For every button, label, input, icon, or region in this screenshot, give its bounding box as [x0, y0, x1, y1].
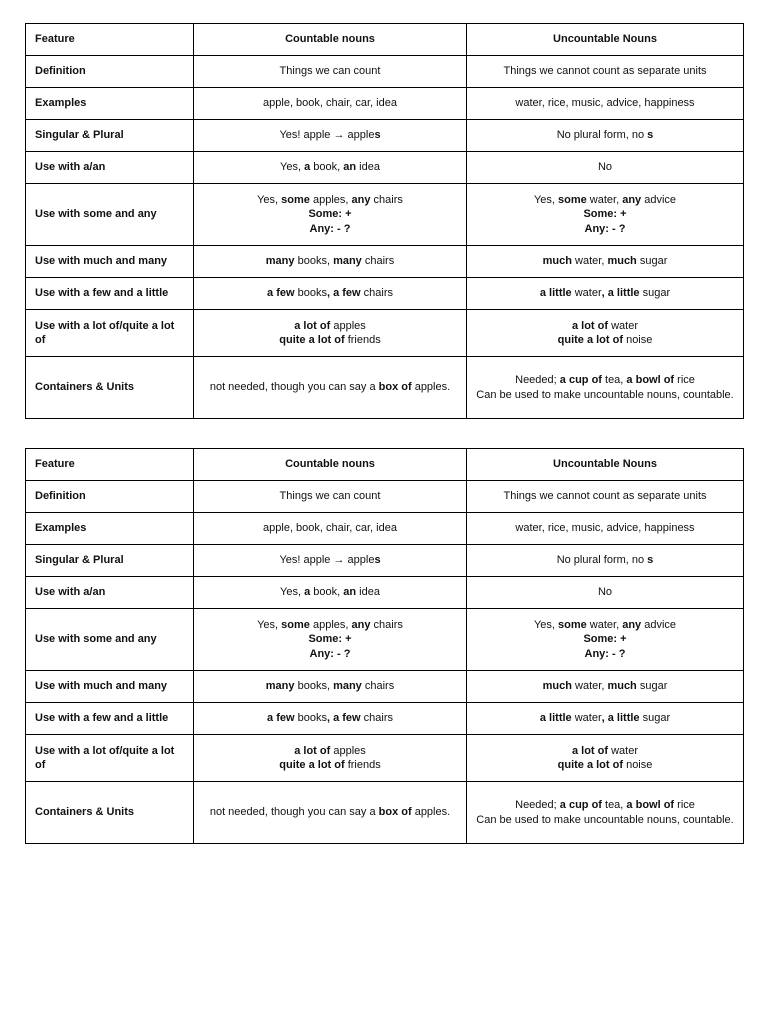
bold-text: s: [647, 129, 654, 142]
countable-cell: [194, 246, 467, 278]
uncountable-cell: [467, 609, 744, 671]
text: apples,: [309, 618, 352, 631]
cell-line: [476, 193, 734, 208]
cell-line: [203, 618, 457, 633]
bold-text: much: [542, 255, 572, 268]
uncountable-cell: [467, 278, 744, 310]
cell-line: [203, 319, 457, 334]
text: friends: [344, 334, 381, 346]
text: books: [294, 287, 327, 300]
cell-line: [476, 319, 734, 334]
bold-text: s: [374, 129, 381, 142]
text: water,: [571, 680, 608, 693]
bold-text: an: [343, 586, 357, 599]
cell-line: [203, 647, 457, 662]
bold-text: a little: [539, 712, 572, 725]
text: water: [608, 744, 639, 757]
countable-cell: [194, 88, 467, 120]
cell-line: [476, 647, 734, 662]
cell-line: [203, 64, 457, 79]
text: noise: [623, 759, 653, 771]
bold-text: s: [647, 554, 654, 567]
text: chairs: [360, 712, 393, 725]
bold-text: a few: [267, 712, 295, 725]
table-row: [26, 120, 744, 152]
text: Yes,: [533, 618, 558, 631]
bold-text: Some: +: [583, 633, 627, 646]
text: Can be used to make uncountable nouns, countable.: [476, 813, 734, 826]
uncountable-cell: [467, 246, 744, 278]
countable-cell: [194, 609, 467, 671]
table-row: [26, 152, 744, 184]
text: Yes,: [533, 193, 558, 206]
feature-cell: Use with a lot of/quite a lot of: [26, 310, 194, 357]
countable-cell: [194, 703, 467, 735]
bold-text: many: [265, 680, 295, 693]
text: Needed;: [515, 374, 560, 386]
bold-text: Any: - ?: [584, 647, 626, 660]
text: water: [608, 319, 639, 332]
text: books,: [294, 680, 334, 693]
bold-text: some: [558, 193, 587, 206]
table-row: [26, 481, 744, 513]
text: rice: [674, 374, 695, 386]
table-row: [26, 609, 744, 671]
countable-cell: [194, 310, 467, 357]
cell-line: [476, 128, 734, 143]
cell-line: [476, 744, 734, 759]
uncountable-cell: [467, 481, 744, 513]
cell-line: [476, 711, 734, 726]
table-header-row: [26, 24, 744, 56]
text: not needed, though you can say a: [209, 381, 379, 394]
cell-line: [203, 286, 457, 301]
bold-text: , a little: [601, 287, 640, 300]
table-row: [26, 671, 744, 703]
bold-text: quite a lot of: [279, 759, 345, 771]
table-body: [26, 449, 744, 844]
text: Yes! apple → apple: [279, 554, 375, 567]
text: apples,: [309, 193, 352, 206]
text: No: [597, 586, 613, 599]
countable-cell: [194, 481, 467, 513]
uncountable-cell: [467, 735, 744, 782]
bold-text: some: [281, 193, 310, 206]
text: Yes,: [257, 193, 282, 206]
text: water,: [586, 618, 623, 631]
cell-line: [203, 805, 457, 820]
cell-line: [203, 758, 457, 773]
text: friends: [344, 759, 381, 771]
text: Things we cannot count as separate units: [503, 490, 707, 503]
countable-cell: [194, 671, 467, 703]
header-uncountable: Uncountable Nouns: [467, 449, 744, 481]
text: Yes! apple → apple: [279, 129, 375, 142]
feature-cell: Definition: [26, 481, 194, 513]
bold-text: many: [265, 255, 295, 268]
bold-text: much: [607, 680, 637, 693]
bold-text: Any: - ?: [309, 222, 351, 235]
text: apple, book, chair, car, idea: [263, 97, 397, 110]
bold-text: any: [351, 193, 371, 206]
feature-cell: Examples: [26, 88, 194, 120]
table-body: [26, 24, 744, 419]
countable-cell: [194, 357, 467, 419]
cell-line: [476, 373, 734, 388]
text: book,: [310, 586, 344, 599]
header-countable: Countable nouns: [194, 24, 467, 56]
text: apple, book, chair, car, idea: [263, 522, 397, 535]
header-feature: Feature: [26, 24, 194, 56]
uncountable-cell: [467, 703, 744, 735]
cell-line: [203, 222, 457, 237]
bold-text: , a few: [326, 287, 361, 300]
cell-line: [476, 254, 734, 269]
cell-line: [203, 711, 457, 726]
bold-text: box of: [378, 806, 412, 819]
text: Yes,: [280, 161, 305, 174]
text: rice: [674, 799, 695, 811]
cell-line: [203, 128, 457, 143]
cell-line: [476, 758, 734, 773]
text: advice: [641, 193, 677, 206]
text: sugar: [639, 712, 671, 725]
bold-text: a: [304, 586, 311, 599]
uncountable-cell: [467, 357, 744, 419]
text: books,: [294, 255, 334, 268]
table-row: [26, 184, 744, 246]
cell-line: [476, 64, 734, 79]
text: apples: [330, 319, 366, 332]
bold-text: s: [374, 554, 381, 567]
bold-text: quite a lot of: [557, 334, 624, 346]
text: apples: [330, 744, 366, 757]
cell-line: [203, 679, 457, 694]
bold-text: a few: [267, 287, 295, 300]
uncountable-cell: [467, 152, 744, 184]
text: idea: [356, 161, 380, 174]
text: Things we cannot count as separate units: [503, 65, 707, 78]
text: book,: [310, 161, 344, 174]
text: water, rice, music, advice, happiness: [515, 522, 695, 535]
cell-line: [203, 380, 457, 395]
table-row: [26, 246, 744, 278]
text: water: [571, 287, 602, 300]
text: water: [571, 712, 602, 725]
feature-cell: Use with some and any: [26, 609, 194, 671]
bold-text: a cup of: [559, 799, 602, 811]
uncountable-cell: [467, 120, 744, 152]
text: idea: [356, 586, 380, 599]
text: water,: [571, 255, 608, 268]
bold-text: quite a lot of: [557, 759, 624, 771]
feature-cell: Use with much and many: [26, 671, 194, 703]
text: noise: [623, 334, 653, 346]
cell-line: [476, 222, 734, 237]
table-row: [26, 357, 744, 419]
table-row: [26, 88, 744, 120]
feature-cell: Use with some and any: [26, 184, 194, 246]
bold-text: a lot of: [571, 319, 609, 332]
bold-text: Any: - ?: [584, 222, 626, 235]
cell-line: [476, 813, 734, 828]
bold-text: box of: [378, 381, 412, 394]
text: apples.: [411, 381, 451, 394]
countable-cell: [194, 735, 467, 782]
cell-line: [203, 553, 457, 568]
feature-cell: Use with a/an: [26, 152, 194, 184]
countable-cell: [194, 120, 467, 152]
cell-line: [476, 521, 734, 536]
bold-text: many: [333, 680, 362, 693]
cell-line: [476, 286, 734, 301]
cell-line: [203, 489, 457, 504]
cell-line: [476, 388, 734, 403]
bold-text: quite a lot of: [279, 334, 345, 346]
cell-line: [476, 96, 734, 111]
cell-line: [203, 254, 457, 269]
countable-cell: [194, 782, 467, 844]
uncountable-cell: [467, 310, 744, 357]
text: sugar: [639, 287, 671, 300]
text: No: [597, 161, 613, 174]
text: apples.: [411, 806, 451, 819]
text: not needed, though you can say a: [209, 806, 379, 819]
feature-cell: Use with much and many: [26, 246, 194, 278]
cell-line: [476, 489, 734, 504]
countable-cell: [194, 152, 467, 184]
feature-cell: Containers & Units: [26, 782, 194, 844]
bold-text: , a few: [326, 712, 361, 725]
text: chairs: [370, 618, 403, 631]
text: Things we can count: [279, 65, 381, 78]
countable-cell: [194, 513, 467, 545]
table-row: [26, 513, 744, 545]
cell-line: [203, 632, 457, 647]
cell-line: [203, 585, 457, 600]
bold-text: much: [607, 255, 637, 268]
bold-text: , a little: [601, 712, 640, 725]
bold-text: a lot of: [294, 319, 331, 332]
header-countable: Countable nouns: [194, 449, 467, 481]
text: Yes,: [257, 618, 282, 631]
table-row: [26, 782, 744, 844]
comparison-table: [25, 448, 744, 844]
text: books: [294, 712, 327, 725]
table-row: [26, 703, 744, 735]
bold-text: any: [351, 618, 371, 631]
countable-cell: [194, 56, 467, 88]
text: tea,: [601, 799, 627, 811]
bold-text: a little: [539, 287, 572, 300]
table-row: [26, 278, 744, 310]
table-header-row: [26, 449, 744, 481]
cell-line: [476, 798, 734, 813]
table-row: [26, 310, 744, 357]
cell-line: [476, 160, 734, 175]
cell-line: [476, 632, 734, 647]
text: advice: [641, 618, 677, 631]
uncountable-cell: [467, 513, 744, 545]
uncountable-cell: [467, 782, 744, 844]
feature-cell: Use with a few and a little: [26, 703, 194, 735]
table-row: [26, 56, 744, 88]
countable-cell: [194, 278, 467, 310]
uncountable-cell: [467, 577, 744, 609]
cell-line: [203, 744, 457, 759]
text: tea,: [601, 374, 627, 386]
feature-cell: Singular & Plural: [26, 120, 194, 152]
table-row: [26, 577, 744, 609]
text: water,: [586, 193, 623, 206]
bold-text: any: [622, 193, 642, 206]
uncountable-cell: [467, 184, 744, 246]
cell-line: [476, 207, 734, 222]
cell-line: [203, 521, 457, 536]
cell-line: [476, 618, 734, 633]
text: water, rice, music, advice, happiness: [515, 97, 695, 110]
cell-line: [203, 160, 457, 175]
bold-text: Some: +: [308, 208, 352, 221]
uncountable-cell: [467, 56, 744, 88]
header-uncountable: Uncountable Nouns: [467, 24, 744, 56]
feature-cell: Containers & Units: [26, 357, 194, 419]
bold-text: some: [281, 618, 310, 631]
feature-cell: Use with a lot of/quite a lot of: [26, 735, 194, 782]
cell-line: [476, 333, 734, 348]
bold-text: any: [622, 618, 642, 631]
bold-text: Some: +: [583, 208, 627, 221]
text: chairs: [361, 680, 395, 693]
cell-line: [203, 193, 457, 208]
uncountable-cell: [467, 88, 744, 120]
text: Can be used to make uncountable nouns, countable.: [476, 388, 734, 401]
bold-text: a lot of: [571, 744, 609, 757]
cell-line: [476, 585, 734, 600]
table-row: [26, 545, 744, 577]
table-row: [26, 735, 744, 782]
bold-text: an: [343, 161, 357, 174]
bold-text: a bowl of: [626, 374, 675, 386]
feature-cell: Singular & Plural: [26, 545, 194, 577]
countable-cell: [194, 577, 467, 609]
bold-text: a cup of: [559, 374, 602, 386]
bold-text: a: [304, 161, 311, 174]
bold-text: Any: - ?: [309, 647, 351, 660]
cell-line: [203, 333, 457, 348]
uncountable-cell: [467, 671, 744, 703]
feature-cell: Examples: [26, 513, 194, 545]
text: sugar: [636, 255, 668, 268]
feature-cell: Use with a/an: [26, 577, 194, 609]
text: Yes,: [280, 586, 305, 599]
cell-line: [203, 96, 457, 111]
text: No plural form, no: [556, 554, 648, 567]
cell-line: [476, 553, 734, 568]
text: chairs: [370, 193, 403, 206]
bold-text: many: [333, 255, 362, 268]
bold-text: much: [542, 680, 572, 693]
feature-cell: Definition: [26, 56, 194, 88]
uncountable-cell: [467, 545, 744, 577]
countable-cell: [194, 184, 467, 246]
text: chairs: [361, 255, 395, 268]
countable-cell: [194, 545, 467, 577]
feature-cell: Use with a few and a little: [26, 278, 194, 310]
text: Needed;: [515, 799, 560, 811]
text: Things we can count: [279, 490, 381, 503]
header-feature: Feature: [26, 449, 194, 481]
bold-text: a lot of: [294, 744, 331, 757]
bold-text: some: [558, 618, 587, 631]
cell-line: [203, 207, 457, 222]
comparison-table: [25, 23, 744, 419]
text: sugar: [636, 680, 668, 693]
text: chairs: [360, 287, 393, 300]
cell-line: [476, 679, 734, 694]
text: No plural form, no: [556, 129, 648, 142]
bold-text: a bowl of: [626, 799, 675, 811]
bold-text: Some: +: [308, 633, 352, 646]
